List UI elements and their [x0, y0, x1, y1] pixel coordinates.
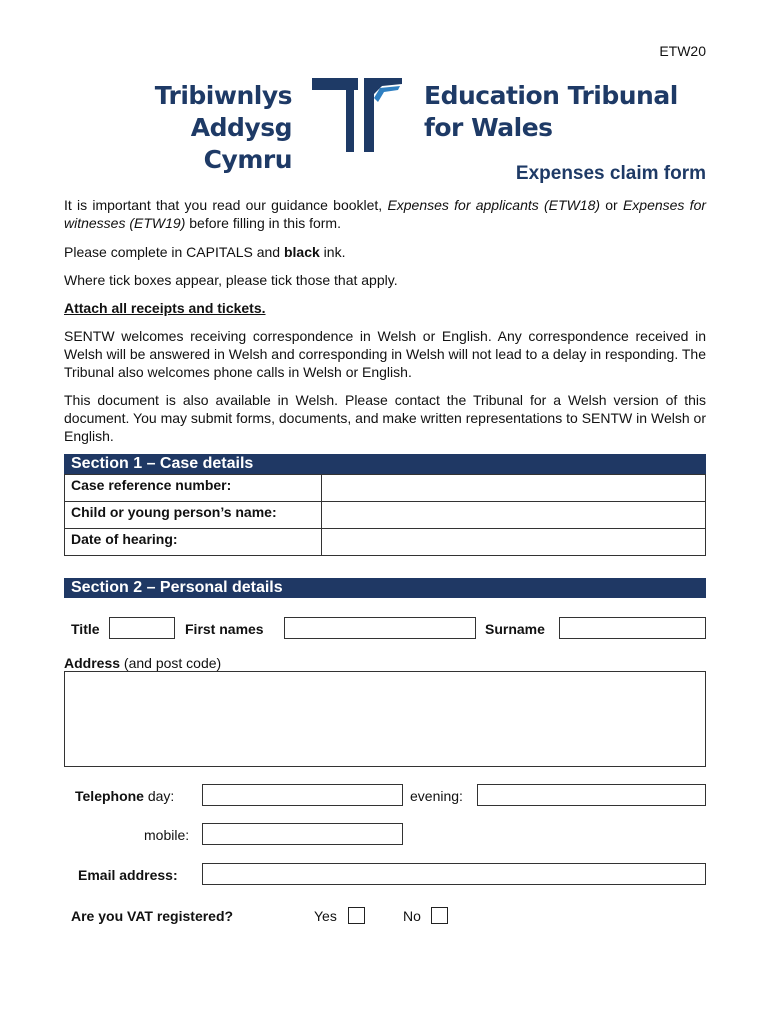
case-reference-label: Case reference number: [65, 475, 322, 502]
case-reference-field[interactable] [322, 475, 706, 502]
telephone-day-field[interactable] [202, 784, 403, 806]
evening-label: evening: [410, 788, 463, 804]
logo-english-line2: for Wales [424, 113, 553, 142]
guidance-witnesses: Expenses for witnesses (ETW19) [64, 197, 707, 231]
day-label: day: [143, 788, 175, 804]
surname-label: Surname [485, 621, 545, 637]
intro-text: ink. [319, 244, 346, 260]
child-name-label: Child or young person’s name: [65, 502, 322, 529]
address-hint: (and post code) [120, 655, 222, 671]
title-field[interactable] [109, 617, 175, 639]
intro-text: It is important that you read our guidance booklet, [64, 197, 388, 213]
form-title: Expenses claim form [515, 163, 706, 184]
vat-yes-label: Yes [314, 908, 337, 924]
hearing-date-field[interactable] [322, 529, 706, 556]
table-row [65, 529, 706, 556]
title-label: Title [71, 621, 100, 637]
section2-heading: Section 2 – Personal details [64, 578, 706, 598]
intro-welsh-version: This document is also available in Welsh. Please contact the Tribunal for a Welsh version of this document. You may submit forms, documents, and make written representations to SENTW in Welsh or English. [64, 392, 706, 444]
case-details-table [64, 474, 706, 556]
logo-welsh-text [98, 80, 292, 176]
vat-no-checkbox[interactable] [431, 907, 448, 924]
hearing-date-label: Date of hearing: [65, 529, 322, 556]
address-label-group [64, 655, 221, 671]
mobile-field[interactable] [202, 823, 403, 845]
child-name-field[interactable] [322, 502, 706, 529]
email-label: Email address: [78, 867, 178, 883]
intro-guidance [64, 196, 706, 232]
table-row [65, 475, 706, 502]
intro-attach-receipts: Attach all receipts and tickets. [64, 300, 266, 316]
intro-capitals [64, 243, 706, 261]
table-row [65, 502, 706, 529]
logo-welsh-line1: Tribiwnlys [154, 81, 292, 110]
intro-welsh-correspondence: SENTW welcomes receiving correspondence in Welsh or English. Any correspondence received in Welsh will be answered in Welsh and corresponding in Welsh will not lead to a delay in responding. The Tribunal also welcomes phone calls in Welsh or English. [64, 328, 706, 380]
tribunal-logo-icon [310, 76, 405, 154]
first-names-field[interactable] [284, 617, 476, 639]
telephone-evening-field[interactable] [477, 784, 706, 806]
email-field[interactable] [202, 863, 706, 885]
address-field[interactable] [64, 671, 706, 767]
intro-text: before filling in this form. [185, 215, 341, 231]
logo-welsh-line2: Addysg Cymru [190, 113, 292, 174]
first-names-label: First names [185, 621, 264, 637]
intro-text: or [600, 197, 623, 213]
address-label: Address [64, 655, 121, 671]
logo-english-text [424, 80, 678, 144]
surname-field[interactable] [559, 617, 706, 639]
logo-english-line1: Education Tribunal [424, 81, 678, 110]
guidance-applicants: Expenses for applicants (ETW18) [387, 197, 601, 213]
telephone-label: Telephone [75, 788, 144, 804]
form-code: ETW20 [659, 43, 706, 59]
mobile-label: mobile: [144, 827, 190, 843]
telephone-label-group [75, 788, 174, 804]
vat-label: Are you VAT registered? [71, 908, 234, 924]
intro-text: Please complete in CAPITALS and [64, 244, 284, 260]
vat-no-label: No [403, 908, 421, 924]
intro-tick-boxes: Where tick boxes appear, please tick those that apply. [64, 272, 398, 288]
intro-black: black [283, 244, 320, 260]
section1-heading: Section 1 – Case details [64, 454, 706, 474]
vat-yes-checkbox[interactable] [348, 907, 365, 924]
